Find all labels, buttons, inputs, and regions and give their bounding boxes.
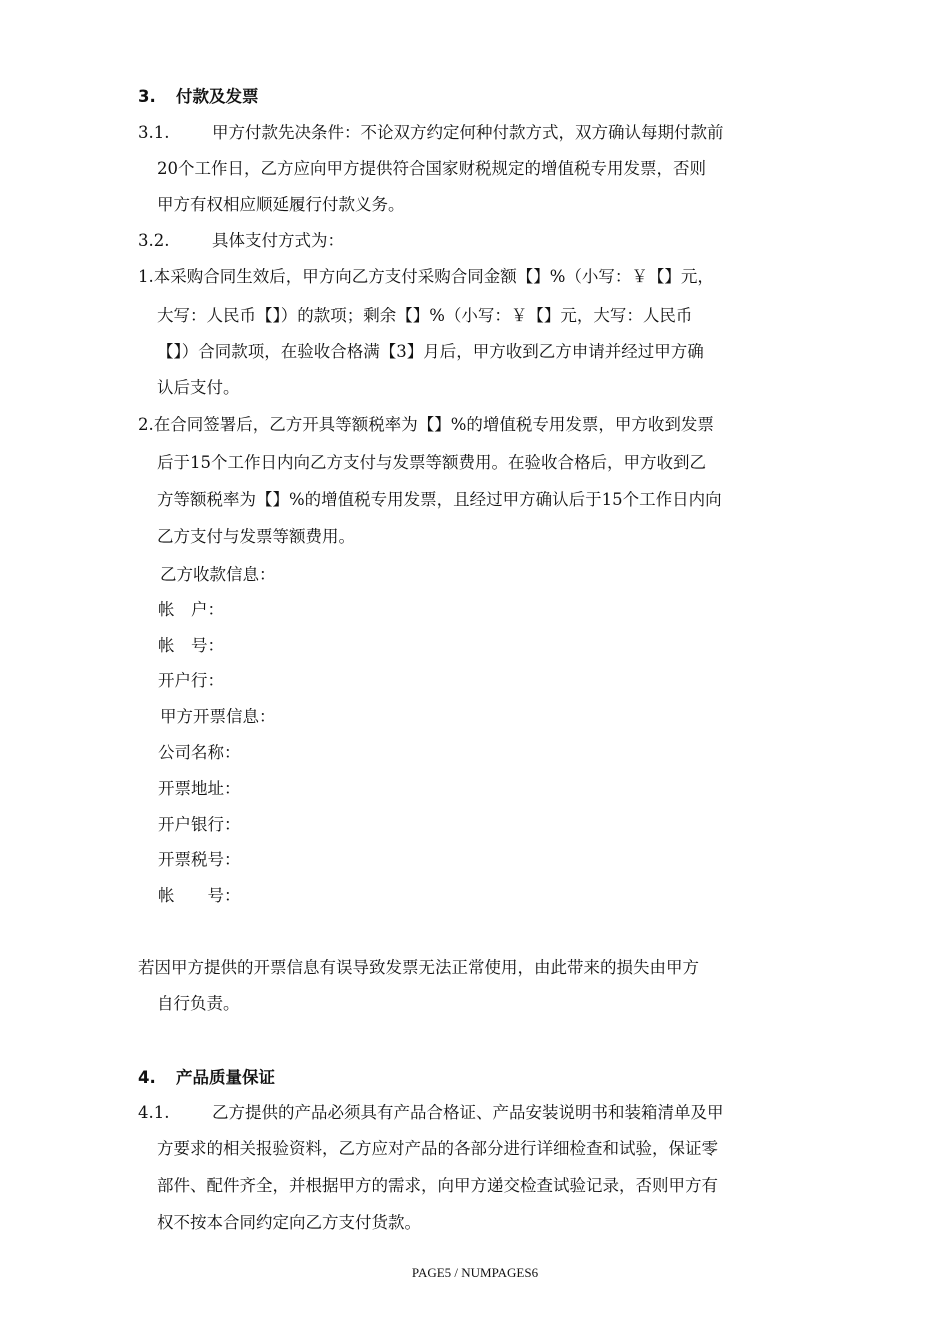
- payment-item-1-line1: 1.本采购合同生效后，甲方向乙方支付采购合同金额【】%（小写：￥【】元，: [138, 267, 714, 286]
- payment-item-2-line2: 后于15个工作日内向乙方支付与发票等额费用。在验收合格后，甲方收到乙: [157, 453, 706, 472]
- payment-item-1-line2: 大写：人民币【】）的款项；剩余【】%（小写：￥【】元，大写：人民币: [157, 306, 693, 325]
- clause-4-1-line1: [138, 1102, 724, 1124]
- invoice-address-label: 开票地址：: [158, 779, 241, 798]
- payee-account-number-label: 帐 号：: [158, 636, 224, 655]
- section-number: 4.: [138, 1068, 156, 1087]
- payment-item-2-line1: 2.在合同签署后，乙方开具等额税率为【】%的增值税专用发票，甲方收到发票: [138, 415, 714, 434]
- clause-4-1-line3: 部件、配件齐全，并根据甲方的需求，向甲方递交检查试验记录，否则甲方有: [157, 1176, 718, 1195]
- section-3-heading: [138, 86, 259, 108]
- invoice-account-number-label: 帐 号：: [158, 886, 241, 905]
- invoice-company-label: 公司名称：: [158, 743, 241, 762]
- clause-text: 甲方付款先决条件：不论双方约定何种付款方式，双方确认每期付款前: [212, 123, 724, 142]
- invoice-bank-label: 开户银行：: [158, 815, 241, 834]
- invoice-info-heading: 甲方开票信息：: [160, 707, 276, 726]
- clause-number: 3.1.: [138, 123, 170, 142]
- clause-3-2: [138, 230, 344, 252]
- clause-text: 乙方提供的产品必须具有产品合格证、产品安装说明书和装箱清单及甲: [212, 1103, 724, 1122]
- payment-item-1-line4: 认后支付。: [157, 378, 240, 397]
- invoice-tax-number-label: 开票税号：: [158, 850, 241, 869]
- section-number: 3.: [138, 87, 156, 106]
- page-footer: PAGE5 / NUMPAGES6: [411, 1265, 539, 1280]
- clause-number: 3.2.: [138, 231, 170, 250]
- payment-item-1-line3: 【】）合同款项，在验收合格满【3】月后，甲方收到乙方申请并经过甲方确: [157, 342, 704, 361]
- payee-bank-label: 开户行：: [158, 671, 224, 690]
- clause-text: 具体支付方式为：: [212, 231, 344, 250]
- clause-4-1-line2: 方要求的相关报验资料，乙方应对产品的各部分进行详细检查和试验，保证零: [157, 1139, 718, 1158]
- clause-3-1-line2: 20个工作日，乙方应向甲方提供符合国家财税规定的增值税专用发票，否则: [157, 159, 706, 178]
- payment-item-2-line3: 方等额税率为【】%的增值税专用发票，且经过甲方确认后于15个工作日内向: [157, 490, 722, 509]
- payee-info-heading: 乙方收款信息：: [160, 565, 276, 584]
- clause-3-1-line3: 甲方有权相应顺延履行付款义务。: [157, 195, 405, 214]
- clause-number: 4.1.: [138, 1103, 170, 1122]
- section-title: 产品质量保证: [176, 1068, 275, 1087]
- clause-4-1-line4: 权不按本合同约定向乙方支付货款。: [157, 1213, 421, 1232]
- payee-account-name-label: 帐 户：: [158, 600, 224, 619]
- clause-3-1-line1: [138, 122, 808, 144]
- section-4-heading: [138, 1067, 275, 1089]
- payment-item-2-line4: 乙方支付与发票等额费用。: [157, 527, 355, 546]
- invoice-note-line1: 若因甲方提供的开票信息有误导致发票无法正常使用，由此带来的损失由甲方: [138, 958, 699, 977]
- section-title: 付款及发票: [176, 87, 259, 106]
- invoice-note-line2: 自行负责。: [157, 994, 240, 1013]
